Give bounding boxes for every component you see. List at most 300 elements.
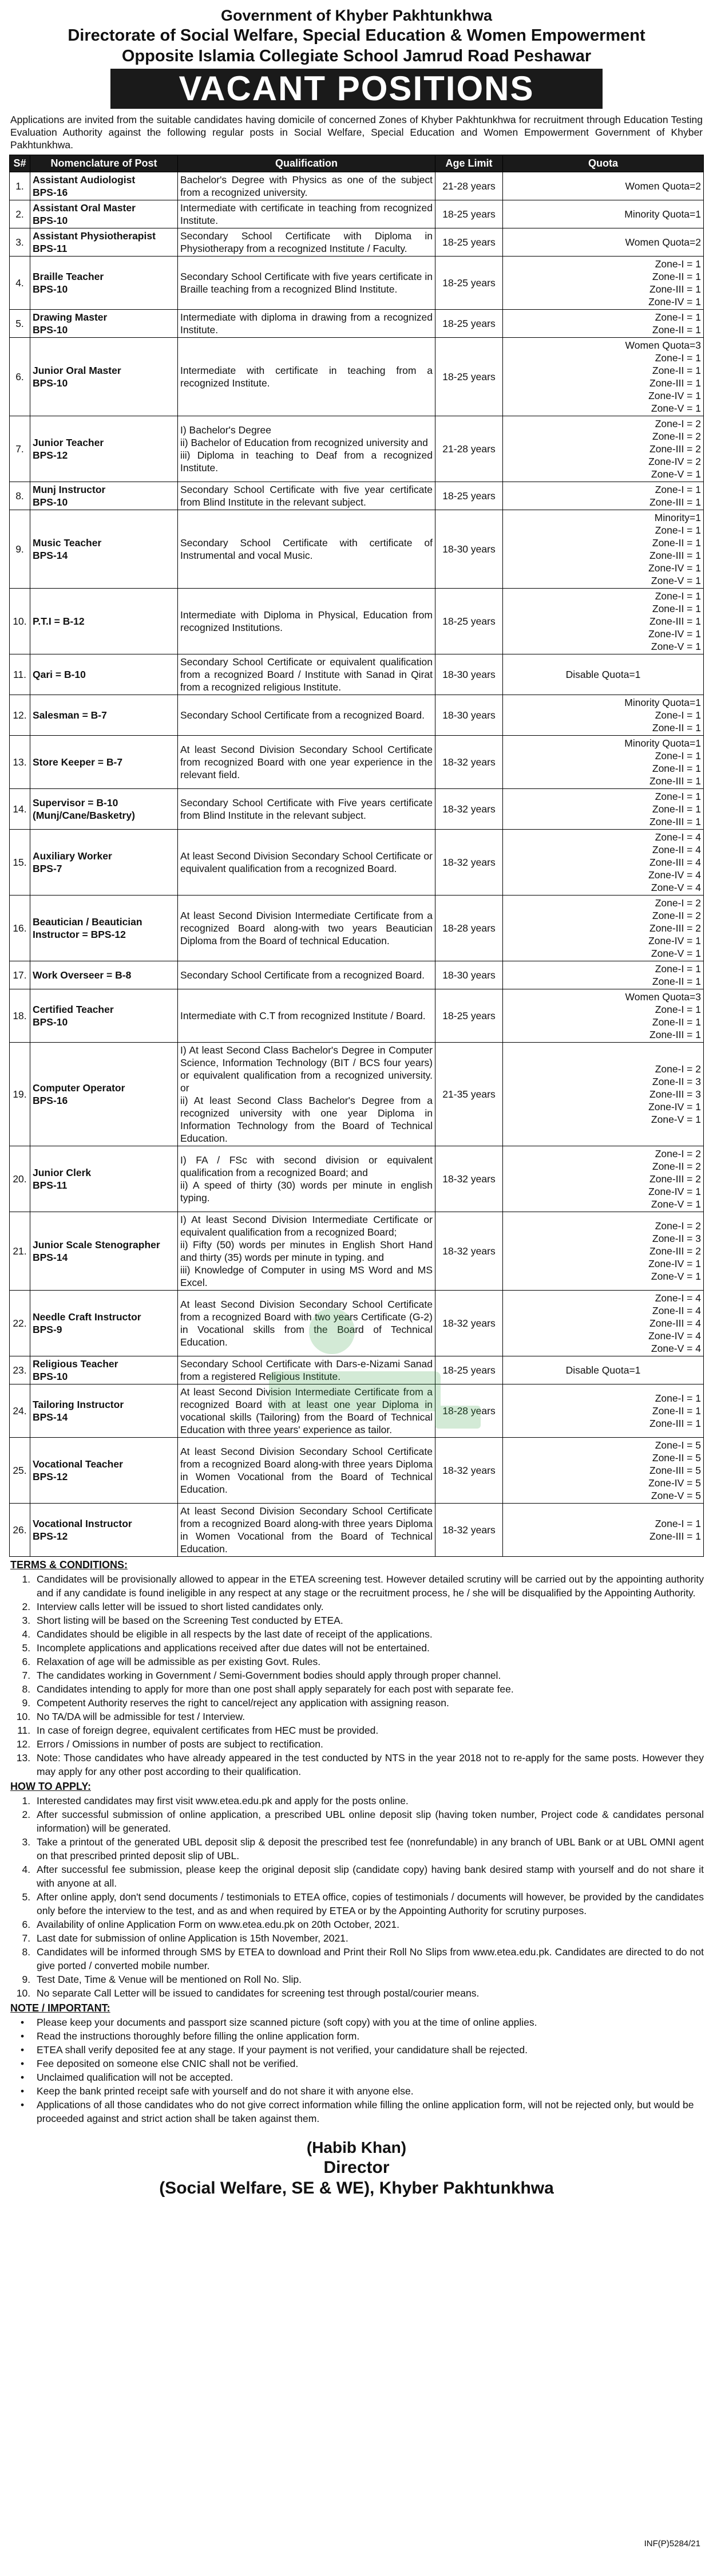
qualification-cell bbox=[178, 1043, 435, 1146]
post-line: BPS-10 bbox=[33, 1371, 68, 1382]
quota-cell bbox=[503, 695, 704, 736]
qual-line: At least Second Division Secondary School Certificate from a recognized Board along-with three years Diploma in Women Vocational from the Board of Technical Education. bbox=[180, 1446, 433, 1495]
apply-item: 6. Availability of online Application Form on www.etea.edu.pk on 20th October, 2021. bbox=[33, 1918, 704, 1931]
terms-item: 4. Candidates should be eligible in all respects by the last date of receipt of the applications. bbox=[33, 1627, 704, 1641]
quota-line: Zone-III = 1 bbox=[649, 1029, 701, 1040]
table-row bbox=[10, 736, 704, 789]
table-row bbox=[10, 830, 704, 896]
terms-item: 3. Short listing will be based on the Screening Test conducted by ETEA. bbox=[33, 1614, 704, 1627]
quota-line: Zone-III = 2 bbox=[649, 1245, 701, 1257]
apply-heading: HOW TO APPLY: bbox=[10, 1781, 92, 1792]
quota-line: Minority Quota=1 bbox=[624, 737, 701, 749]
quota-line: Zone-IV = 1 bbox=[648, 628, 701, 640]
notes-section bbox=[9, 2002, 704, 2125]
terms-item: 12. Errors / Omissions in number of posts are subject to rectification. bbox=[33, 1737, 704, 1751]
quota-line: Zone-II = 4 bbox=[652, 1305, 701, 1316]
post-name-cell bbox=[30, 695, 178, 736]
serial-number-cell: 19. bbox=[10, 1043, 30, 1146]
quota-line: Zone-IV = 5 bbox=[648, 1477, 701, 1489]
post-name-cell bbox=[30, 416, 178, 482]
post-name-cell bbox=[30, 1212, 178, 1291]
post-line: Junior Scale Stenographer bbox=[33, 1239, 160, 1250]
quota-line: Zone-III = 1 bbox=[649, 377, 701, 389]
quota-line: Zone-III = 1 bbox=[649, 616, 701, 627]
quota-line: Zone-I = 2 bbox=[655, 1220, 701, 1232]
qualification-cell bbox=[178, 1146, 435, 1212]
post-line: BPS-10 bbox=[33, 215, 68, 226]
post-name-cell bbox=[30, 896, 178, 961]
serial-number-cell: 26. bbox=[10, 1504, 30, 1557]
post-line: Salesman = B-7 bbox=[33, 709, 107, 721]
post-line: BPS-9 bbox=[33, 1324, 62, 1335]
table-row bbox=[10, 896, 704, 961]
quota-line: Zone-IV = 4 bbox=[648, 869, 701, 881]
serial-number-cell: 5. bbox=[10, 310, 30, 338]
quota-line: Zone-I = 4 bbox=[655, 831, 701, 843]
qualification-cell bbox=[178, 736, 435, 789]
qualification-cell bbox=[178, 1384, 435, 1438]
notes-list bbox=[9, 2015, 704, 2125]
age-limit-cell: 18-30 years bbox=[435, 654, 503, 695]
post-line: BPS-7 bbox=[33, 863, 62, 874]
age-limit-cell: 18-32 years bbox=[435, 736, 503, 789]
terms-item: 11. In case of foreign degree, equivalent certificates from HEC must be provided. bbox=[33, 1723, 704, 1737]
quota-line: Minority Quota=1 bbox=[624, 697, 701, 708]
qual-line: iii) Knowledge of Computer in using MS Word and MS Excel. bbox=[180, 1264, 433, 1288]
table-row bbox=[10, 1356, 704, 1384]
qualification-cell bbox=[178, 310, 435, 338]
quota-line: Zone-I = 1 bbox=[655, 1392, 701, 1404]
serial-number-cell: 8. bbox=[10, 482, 30, 510]
post-line: Assistant Oral Master bbox=[33, 202, 136, 214]
quota-line: Zone-IV = 1 bbox=[648, 390, 701, 401]
quota-line: Zone-III = 5 bbox=[649, 1465, 701, 1476]
age-limit-cell: 18-32 years bbox=[435, 830, 503, 896]
qual-line: At least Second Division Secondary School Certificate from a recognized Board along-with three years Diploma in Women Vocational from the Board of Technical Education. bbox=[180, 1505, 433, 1555]
quota-cell bbox=[503, 736, 704, 789]
post-line: Braille Teacher bbox=[33, 271, 104, 282]
quota-line: Zone-II = 3 bbox=[652, 1076, 701, 1087]
quota-line: Zone-III = 1 bbox=[649, 283, 701, 295]
qual-line: Intermediate with C.T from recognized Institute / Board. bbox=[180, 1010, 426, 1021]
post-line: BPS-14 bbox=[33, 1411, 68, 1423]
notes-item: • Please keep your documents and passport size scanned picture (soft copy) with you at the time of online applies. bbox=[33, 2015, 704, 2029]
quota-line: Zone-II = 1 bbox=[652, 537, 701, 549]
table-row bbox=[10, 1043, 704, 1146]
quota-cell bbox=[503, 1043, 704, 1146]
age-limit-cell: 18-25 years bbox=[435, 482, 503, 510]
quota-line: Zone-III = 3 bbox=[649, 1088, 701, 1100]
post-name-cell bbox=[30, 310, 178, 338]
age-limit-cell: 21-28 years bbox=[435, 416, 503, 482]
serial-number-cell: 11. bbox=[10, 654, 30, 695]
table-row bbox=[10, 1384, 704, 1438]
table-row bbox=[10, 510, 704, 589]
qual-line: Secondary School Certificate from a recognized Board. bbox=[180, 969, 425, 981]
post-line: Junior Oral Master bbox=[33, 365, 121, 376]
age-limit-cell: 21-28 years bbox=[435, 172, 503, 200]
quota-line: Zone-IV = 1 bbox=[648, 1258, 701, 1269]
quota-line: Zone-IV = 2 bbox=[648, 456, 701, 467]
table-row bbox=[10, 310, 704, 338]
quota-line: Zone-II = 1 bbox=[652, 271, 701, 282]
post-line: Needle Craft Instructor bbox=[33, 1311, 141, 1323]
terms-item: 8. Candidates intending to apply for more than one post shall apply separately for each post with separate fee. bbox=[33, 1682, 704, 1696]
quota-cell bbox=[503, 1384, 704, 1438]
terms-item: 7. The candidates working in Government / Semi-Government bodies should apply through proper channel. bbox=[33, 1668, 704, 1682]
age-limit-cell: 18-32 years bbox=[435, 1438, 503, 1504]
qualification-cell bbox=[178, 896, 435, 961]
age-limit-cell: 18-32 years bbox=[435, 1146, 503, 1212]
quota-line: Zone-II = 1 bbox=[652, 1405, 701, 1417]
qual-line: Secondary School Certificate with certificate of Instrumental and vocal Music. bbox=[180, 537, 433, 561]
post-line: Music Teacher bbox=[33, 537, 102, 549]
quota-cell bbox=[503, 510, 704, 589]
age-limit-cell: 18-32 years bbox=[435, 1212, 503, 1291]
quota-cell bbox=[503, 200, 704, 228]
quota-line: Zone-I = 1 bbox=[655, 750, 701, 762]
qual-line: At least Second Division Intermediate Certificate from a recognized Board along-with two years Beautician Diploma from the Board of technical Education. bbox=[180, 910, 433, 946]
terms-item: 13. Note: Those candidates who have already appeared in the test conducted by NTS in the year 2018 not to re-apply for the same posts. However they may apply for any other post according to their qualification. bbox=[33, 1751, 704, 1778]
qual-line: Secondary School Certificate with five years certificate in Braille teaching from a recognized Blind Institute. bbox=[180, 271, 433, 295]
quota-cell bbox=[503, 896, 704, 961]
positions-table bbox=[9, 155, 704, 1557]
post-name-cell bbox=[30, 200, 178, 228]
post-line: Assistant Physiotherapist bbox=[33, 230, 156, 242]
post-name-cell bbox=[30, 654, 178, 695]
qual-line: I) At least Second Class Bachelor's Degree in Computer Science, Information Technology (BIT / BCS four years) or equivalent qualification from a recognized university. or bbox=[180, 1044, 433, 1094]
qualification-cell bbox=[178, 695, 435, 736]
age-limit-cell: 18-30 years bbox=[435, 961, 503, 989]
post-line: (Munj/Cane/Basketry) bbox=[33, 810, 135, 821]
post-line: Assistant Audiologist bbox=[33, 174, 136, 186]
quota-line: Zone-V = 1 bbox=[651, 1198, 701, 1210]
post-line: Computer Operator bbox=[33, 1082, 125, 1094]
department-name: (Social Welfare, SE & WE), Khyber Pakhtunkhwa bbox=[159, 2179, 554, 2198]
quota-line: Zone-II = 2 bbox=[652, 1161, 701, 1172]
quota-line: Zone-IV = 1 bbox=[648, 935, 701, 946]
quota-line: Zone-V = 1 bbox=[651, 468, 701, 480]
qual-line: Intermediate with Diploma in Physical, Education from recognized Institutions. bbox=[180, 609, 433, 633]
serial-number-cell: 23. bbox=[10, 1356, 30, 1384]
quota-line: Zone-I = 1 bbox=[655, 963, 701, 975]
qual-line: iii) Diploma in teaching to Deaf from a recognized Institute. bbox=[180, 449, 433, 474]
quota-cell bbox=[503, 482, 704, 510]
quota-line: Zone-III = 1 bbox=[649, 550, 701, 561]
apply-item: 1. Interested candidates may first visit www.etea.edu.pk and apply for the posts online. bbox=[33, 1794, 704, 1808]
quota-cell bbox=[503, 257, 704, 310]
table-row bbox=[10, 200, 704, 228]
age-limit-cell: 18-32 years bbox=[435, 789, 503, 830]
signature-block bbox=[9, 2138, 704, 2199]
qual-line: At least Second Division Secondary School Certificate or equivalent qualification from a recognized Board. bbox=[180, 850, 433, 874]
post-line: Junior Clerk bbox=[33, 1167, 92, 1178]
qualification-cell bbox=[178, 1504, 435, 1557]
post-line: BPS-16 bbox=[33, 1095, 68, 1106]
post-name-cell bbox=[30, 1043, 178, 1146]
notes-item: • Fee deposited on someone else CNIC shall not be verified. bbox=[33, 2057, 704, 2070]
notes-heading: NOTE / IMPORTANT: bbox=[10, 2002, 110, 2014]
qualification-cell bbox=[178, 257, 435, 310]
post-name-cell bbox=[30, 589, 178, 654]
table-row bbox=[10, 416, 704, 482]
qual-line: Intermediate with certificate in teaching from recognized Institute. bbox=[180, 202, 433, 226]
quota-line: Zone-I = 1 bbox=[655, 524, 701, 536]
quota-line: Zone-I = 2 bbox=[655, 418, 701, 429]
post-line: BPS-10 bbox=[33, 324, 68, 336]
terms-heading: TERMS & CONDITIONS: bbox=[10, 1559, 128, 1571]
post-name-cell bbox=[30, 338, 178, 416]
qualification-cell bbox=[178, 172, 435, 200]
post-name-cell bbox=[30, 830, 178, 896]
quota-line: Zone-V = 1 bbox=[651, 948, 701, 959]
quota-line: Zone-I = 2 bbox=[655, 897, 701, 909]
quota-line: Zone-I = 2 bbox=[655, 1148, 701, 1159]
quota-cell bbox=[503, 961, 704, 989]
serial-number-cell: 14. bbox=[10, 789, 30, 830]
post-line: BPS-14 bbox=[33, 1252, 68, 1263]
apply-item: 4. After successful fee submission, please keep the original deposit slip (candidate copy) having bank desired stamp with yourself and do not share it with anyone at all. bbox=[33, 1863, 704, 1890]
apply-item: 3. Take a printout of the generated UBL deposit slip & deposit the prescribed test fee (nonrefundable) in any branch of UBL Bank or at UBL OMNI agent on that prescribed printed deposit slip of UBL. bbox=[33, 1835, 704, 1863]
quota-line: Zone-I = 1 bbox=[655, 1004, 701, 1015]
qual-line: ii) Fifty (50) words per minutes in English Short Hand and thirty (35) words per minute in typing. and bbox=[180, 1239, 433, 1263]
table-row bbox=[10, 589, 704, 654]
quota-line: Zone-III = 1 bbox=[649, 496, 701, 508]
terms-item: 1. Candidates will be provisionally allowed to appear in the ETEA screening test. However detailed scrutiny will be carried out by the appointing authority and if any candidate is found ineligible in any respect at any stage or the recruitment process, he / she will be disqualified by the Appointing Authority. bbox=[33, 1572, 704, 1600]
post-name-cell bbox=[30, 961, 178, 989]
col-header-qualification: Qualification bbox=[178, 155, 435, 172]
table-row bbox=[10, 228, 704, 257]
quota-line: Zone-II = 1 bbox=[652, 763, 701, 774]
qualification-cell bbox=[178, 830, 435, 896]
qual-line: Secondary School Certificate from a recognized Board. bbox=[180, 709, 425, 721]
serial-number-cell: 22. bbox=[10, 1291, 30, 1356]
quota-line: Zone-V = 4 bbox=[651, 1343, 701, 1354]
post-name-cell bbox=[30, 172, 178, 200]
intro-paragraph: Applications are invited from the suitable candidates having domicile of concerned Zones of Khyber Pakhtunkhwa for recruitment through Education Testing Evaluation Authority against the following regular posts in Social Welfare, Special Education and Women Empowerment Government of Khyber Pakhtunkhwa. bbox=[10, 114, 703, 151]
table-row bbox=[10, 1146, 704, 1212]
terms-item: 6. Relaxation of age will be admissible as per existing Govt. Rules. bbox=[33, 1655, 704, 1668]
age-limit-cell: 18-25 years bbox=[435, 257, 503, 310]
serial-number-cell: 12. bbox=[10, 695, 30, 736]
table-row bbox=[10, 172, 704, 200]
post-name-cell bbox=[30, 789, 178, 830]
terms-item: 5. Incomplete applications and applications received after due dates will not be entertained. bbox=[33, 1641, 704, 1655]
qual-line: At least Second Division Secondary School Certificate from recognized Board with one year experience in the relevant field. bbox=[180, 744, 433, 780]
quota-line: Zone-I = 1 bbox=[655, 709, 701, 721]
post-line: Munj Instructor bbox=[33, 484, 106, 495]
quota-line: Zone-III = 2 bbox=[649, 922, 701, 934]
quota-line: Zone-I = 2 bbox=[655, 1063, 701, 1075]
post-name-cell bbox=[30, 510, 178, 589]
quota-line: Zone-II = 3 bbox=[652, 1233, 701, 1244]
qualification-cell bbox=[178, 510, 435, 589]
quota-cell bbox=[503, 654, 704, 695]
director-title: Director bbox=[323, 2158, 390, 2177]
quota-cell bbox=[503, 830, 704, 896]
quota-line: Zone-IV = 4 bbox=[648, 1330, 701, 1342]
qualification-cell bbox=[178, 989, 435, 1043]
post-line: Junior Teacher bbox=[33, 437, 104, 448]
table-row bbox=[10, 338, 704, 416]
table-row bbox=[10, 695, 704, 736]
serial-number-cell: 3. bbox=[10, 228, 30, 257]
quota-line: Zone-II = 1 bbox=[652, 365, 701, 376]
serial-number-cell: 6. bbox=[10, 338, 30, 416]
quota-line: Zone-II = 2 bbox=[652, 431, 701, 442]
notes-item: • Applications of all those candidates who do not give correct information while filling the online application form, will not be rejected only, but would be proceeded against and strict action shall be taken against them. bbox=[33, 2098, 704, 2125]
post-line: Work Overseer = B-8 bbox=[33, 969, 132, 981]
post-line: BPS-10 bbox=[33, 1016, 68, 1028]
notes-item: • Read the instructions thoroughly before filling the online application form. bbox=[33, 2029, 704, 2043]
quota-line: Zone-III = 1 bbox=[649, 775, 701, 787]
table-row bbox=[10, 482, 704, 510]
govt-title: Government of Khyber Pakhtunkhwa bbox=[220, 7, 493, 24]
terms-section bbox=[9, 1559, 704, 1778]
post-line: BPS-11 bbox=[33, 1179, 68, 1191]
quota-line: Women Quota=3 bbox=[625, 340, 701, 351]
qual-line: I) Bachelor's Degree bbox=[180, 424, 271, 436]
quota-line: Women Quota=3 bbox=[625, 991, 701, 1003]
serial-number-cell: 20. bbox=[10, 1146, 30, 1212]
post-line: Supervisor = B-10 bbox=[33, 797, 118, 808]
qual-line: Intermediate with diploma in drawing from a recognized Institute. bbox=[180, 311, 433, 336]
age-limit-cell: 18-30 years bbox=[435, 695, 503, 736]
table-row bbox=[10, 989, 704, 1043]
notes-item: • Unclaimed qualification will not be accepted. bbox=[33, 2070, 704, 2084]
quota-line: Zone-I = 1 bbox=[655, 311, 701, 323]
quota-cell bbox=[503, 1212, 704, 1291]
qual-line: I) FA / FSc with second division or equivalent qualification from a recognized Board; and bbox=[180, 1154, 433, 1178]
quota-line: Zone-IV = 1 bbox=[648, 1186, 701, 1197]
quota-cell bbox=[503, 1504, 704, 1557]
quota-line: Zone-IV = 1 bbox=[648, 562, 701, 574]
qual-line: Secondary School Certificate with Five years certificate from Blind Institute in the relevant subject. bbox=[180, 797, 433, 821]
quota-line: Zone-I = 1 bbox=[655, 484, 701, 495]
qualification-cell bbox=[178, 228, 435, 257]
age-limit-cell: 18-25 years bbox=[435, 200, 503, 228]
quota-line: Zone-III = 4 bbox=[649, 1317, 701, 1329]
table-row bbox=[10, 961, 704, 989]
terms-item: 10. No TA/DA will be admissible for test / Interview. bbox=[33, 1710, 704, 1723]
post-line: BPS-11 bbox=[33, 243, 68, 254]
post-name-cell bbox=[30, 1438, 178, 1504]
quota-line: Zone-III = 1 bbox=[649, 816, 701, 827]
quota-line: Zone-II = 2 bbox=[652, 910, 701, 921]
serial-number-cell: 1. bbox=[10, 172, 30, 200]
qualification-cell bbox=[178, 1438, 435, 1504]
qual-line: Bachelor's Degree with Physics as one of the subject from a recognized university. bbox=[180, 174, 433, 198]
quota-line: Minority=1 bbox=[654, 512, 701, 523]
directorate-title: Directorate of Social Welfare, Special Education & Women Empowerment bbox=[68, 26, 645, 45]
quota-line: Zone-III = 4 bbox=[649, 857, 701, 868]
post-name-cell bbox=[30, 482, 178, 510]
post-line: Store Keeper = B-7 bbox=[33, 756, 123, 768]
serial-number-cell: 9. bbox=[10, 510, 30, 589]
qual-line: Secondary School Certificate or equivalent qualification from a recognized Board / Institute with Sanad in Qirat from a recognized religious Institute. bbox=[180, 656, 433, 693]
quota-cell bbox=[503, 1146, 704, 1212]
quota-line: Zone-II = 1 bbox=[652, 722, 701, 733]
quota-line: Women Quota=2 bbox=[625, 180, 701, 192]
quota-cell bbox=[503, 1356, 704, 1384]
quota-line: Zone-I = 1 bbox=[655, 791, 701, 802]
quota-line: Zone-III = 1 bbox=[649, 1530, 701, 1542]
age-limit-cell: 21-35 years bbox=[435, 1043, 503, 1146]
quota-line: Zone-III = 1 bbox=[649, 1418, 701, 1429]
table-header-row bbox=[10, 155, 704, 172]
quota-line: Zone-II = 4 bbox=[652, 844, 701, 855]
table-row bbox=[10, 257, 704, 310]
post-name-cell bbox=[30, 257, 178, 310]
quota-cell bbox=[503, 416, 704, 482]
table-body bbox=[10, 172, 704, 1557]
qual-line: Secondary School Certificate with five year certificate from Blind Institute in the relevant subject. bbox=[180, 484, 433, 508]
terms-list bbox=[9, 1572, 704, 1778]
post-line: Certified Teacher bbox=[33, 1004, 114, 1015]
serial-number-cell: 18. bbox=[10, 989, 30, 1043]
post-line: BPS-12 bbox=[33, 1471, 68, 1482]
apply-list bbox=[9, 1794, 704, 2000]
table-row bbox=[10, 789, 704, 830]
quota-line: Zone-I = 1 bbox=[655, 1518, 701, 1529]
apply-item: 7. Last date for submission of online Application is 15th November, 2021. bbox=[33, 1931, 704, 1945]
qualification-cell bbox=[178, 654, 435, 695]
qualification-cell bbox=[178, 200, 435, 228]
serial-number-cell: 2. bbox=[10, 200, 30, 228]
post-line: Religious Teacher bbox=[33, 1358, 118, 1370]
serial-number-cell: 24. bbox=[10, 1384, 30, 1438]
age-limit-cell: 18-25 years bbox=[435, 589, 503, 654]
serial-number-cell: 15. bbox=[10, 830, 30, 896]
qual-line: ii) A speed of thirty (30) words per minute in english typing. bbox=[180, 1179, 433, 1204]
quota-line: Women Quota=2 bbox=[625, 236, 701, 248]
apply-item: 5. After online apply, don't send documents / testimonials to ETEA office, copies of testimonials / documents will however, be provided by the candidates only before the interview to the test, and as and when required by ETEA or by the Appointing Authority for scrutiny purposes. bbox=[33, 1890, 704, 1918]
post-name-cell bbox=[30, 1504, 178, 1557]
table-row bbox=[10, 1291, 704, 1356]
age-limit-cell: 18-28 years bbox=[435, 896, 503, 961]
vacant-positions-banner: VACANT POSITIONS bbox=[110, 69, 603, 109]
table-row bbox=[10, 654, 704, 695]
qualification-cell bbox=[178, 1212, 435, 1291]
quota-cell bbox=[503, 589, 704, 654]
quota-line: Zone-V = 1 bbox=[651, 1114, 701, 1125]
qual-line: Secondary School Certificate with Dars-e-Nizami Sanad from a registered Religious Institute. bbox=[180, 1358, 433, 1382]
quota-cell bbox=[503, 310, 704, 338]
age-limit-cell: 18-30 years bbox=[435, 510, 503, 589]
how-to-apply-section bbox=[9, 1781, 704, 2000]
apply-item: 2. After successful submission of online application, a prescribed UBL online deposit slip (having token number, Project code & candidates personal information) will be generated. bbox=[33, 1808, 704, 1835]
post-line: Vocational Instructor bbox=[33, 1518, 132, 1529]
notes-item: • ETEA shall verify deposited fee at any stage. If your payment is not verified, your candidature shall be rejected. bbox=[33, 2043, 704, 2057]
post-line: Beautician / Beautician bbox=[33, 916, 142, 928]
table-row bbox=[10, 1212, 704, 1291]
post-name-cell bbox=[30, 1291, 178, 1356]
post-name-cell bbox=[30, 1356, 178, 1384]
header bbox=[9, 0, 704, 109]
quota-line: Zone-V = 1 bbox=[651, 575, 701, 586]
post-line: Drawing Master bbox=[33, 311, 108, 323]
qualification-cell bbox=[178, 1291, 435, 1356]
age-limit-cell: 18-25 years bbox=[435, 989, 503, 1043]
post-line: Auxiliary Worker bbox=[33, 850, 112, 862]
serial-number-cell: 4. bbox=[10, 257, 30, 310]
quota-line: Zone-III = 2 bbox=[649, 443, 701, 455]
qual-line: At least Second Division Secondary School Certificate from a recognized Board with two years Certificate (G-2) in Vocational skills from the Board of Technical Education. bbox=[180, 1299, 433, 1348]
quota-line: Zone-I = 1 bbox=[655, 258, 701, 270]
col-header-age: Age Limit bbox=[435, 155, 503, 172]
quota-line: Zone-II = 5 bbox=[652, 1452, 701, 1463]
age-limit-cell: 18-25 years bbox=[435, 338, 503, 416]
